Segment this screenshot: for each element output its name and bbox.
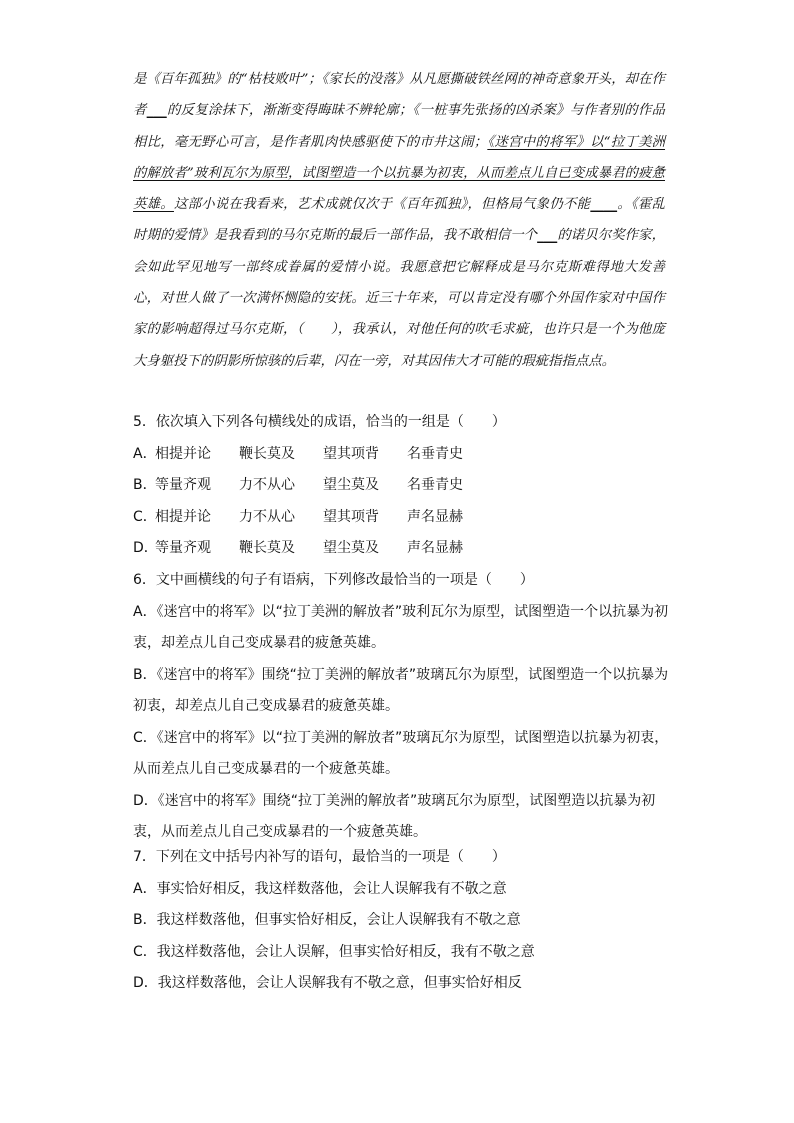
reading-passage (133, 64, 665, 377)
passage-paragraph (133, 64, 665, 377)
question-5 (133, 407, 673, 565)
option-c[interactable]: C．《迷宫中的将军》以“拉丁美洲的解放者”玻璃瓦尔为原型，试图塑造以抗暴为初衷，从而差点儿自己变成暴君的一个疲惫英雄。 (133, 729, 669, 777)
option-d[interactable]: D．《迷宫中的将军》围绕“拉丁美洲的解放者”玻璃瓦尔为原型，试图塑造以抗暴为初衷，从而差点儿自己变成暴君的一个疲惫英雄。 (133, 792, 656, 840)
fill-blank: ___ (537, 228, 558, 244)
option-c[interactable]: C．相提并论 力不从心 望其项背 声名显赫 (133, 508, 463, 525)
passage-segment: 的反复涂抹下，渐渐变得晦昧不辨轮廓；《一桩事先张扬的凶杀案》与作者别的作品相比，毫无野心可言，是作者肌肉快感驱使下的市井这闹； (133, 103, 665, 150)
option-b[interactable]: B．等量齐观 力不从心 望尘莫及 名垂青史 (133, 477, 463, 493)
option-a[interactable]: A．事实恰好相反，我这样数落他，会让人误解我有不敬之意 (133, 880, 507, 897)
question-stem: 7．下列在文中括号内补写的语句，最恰当的一项是（ ） (133, 849, 506, 865)
question-stem: 6．文中画横线的句子有语病，下列修改最恰当的一项是（ ） (133, 572, 534, 588)
fill-blank: ___ (146, 103, 167, 119)
question-7 (133, 842, 673, 1000)
option-b[interactable]: B．我这样数落他，但事实恰好相反，会让人误解我有不敬之意 (133, 912, 521, 928)
passage-segment: 。《霍乱时期的爱情》是我看到的马尔克斯的最后一部作品，我不敢相信一个 (133, 197, 665, 244)
passage-segment: 是《百年孤独》的“枯枝败叶”；《家长的没落》从凡愿撕破铁丝网的神奇意象开头，却在作者 (133, 72, 665, 119)
question-6 (133, 565, 673, 849)
option-a[interactable]: A．相提并论 鞭长莫及 望其项背 名垂青史 (133, 445, 463, 462)
option-a[interactable]: A．《迷宫中的将军》以“拉丁美洲的解放者”玻利瓦尔为原型，试图塑造一个以抗暴为初衷，却差点儿自己变成暴君的疲惫英雄。 (133, 603, 669, 651)
underlined-sentence: 《迷宫中的将军》以“拉丁美洲的解放者”玻利瓦尔为原型，试图塑造一个以抗暴为初衷，从而差点儿自已变成暴君的疲惫英雄。 (133, 134, 666, 213)
passage-segment: 这部小说在我看来，艺术成就仅次于《百年孤独》，但格局气象仍不能 (173, 197, 591, 213)
option-d[interactable]: D．我这样数落他，会让人误解我有不敬之意，但事实恰好相反 (133, 975, 522, 991)
question-stem: 5．依次填入下列各句横线处的成语，恰当的一组是（ ） (133, 414, 506, 430)
option-b[interactable]: B．《迷宫中的将军》围绕“拉丁美洲的解放者”玻璃瓦尔为原型，试图塑造一个以抗暴为初衷，却差点儿自己变成暴君的疲惫英雄。 (133, 666, 669, 714)
option-d[interactable]: D．等量齐观 鞭长莫及 望尘莫及 声名显赫 (133, 540, 463, 556)
option-c[interactable]: C．我这样数落他，会让人误解，但事实恰好相反，我有不敬之意 (133, 943, 535, 960)
passage-segment: 的诺贝尔奖作家，会如此罕见地写一部终成眷属的爱情小说。我愿意把它解释成是马尔克斯难得地大发善心，对世人做了一次满怀恻隐的安抚。近三十年来，可以肯定没有哪个外国作家对中国作家的影响超得过马尔克斯，（ ），我承认，对他任何的吹毛求疵，也许只是一个为他庞大身躯投下的阴影所惊骇的后辈，闪在一旁，对其因伟大才可能的瑕疵指指点点。 (133, 228, 666, 369)
fill-blank: ____ (590, 197, 618, 213)
